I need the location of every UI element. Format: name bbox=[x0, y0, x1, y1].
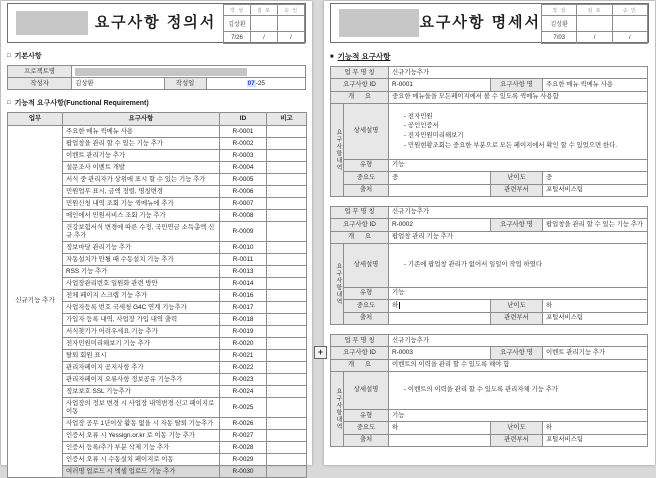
requirement-text-cell[interactable]: 사업장관리번호 일원화 관련 방안 bbox=[63, 278, 220, 290]
document-header bbox=[7, 3, 306, 43]
col-header-business[interactable]: 업무 bbox=[8, 113, 63, 126]
source-value[interactable] bbox=[389, 184, 491, 196]
remark-cell[interactable] bbox=[267, 198, 307, 210]
logo-placeholder bbox=[16, 11, 88, 35]
requirement-id-cell[interactable]: R-0028 bbox=[220, 442, 267, 454]
requirement-id-cell[interactable]: R-0016 bbox=[220, 290, 267, 302]
requirement-text-cell[interactable]: 인증서 오류 시 수동설치 페이지로 이동 bbox=[63, 454, 220, 466]
approval-review-name[interactable] bbox=[251, 16, 278, 32]
requirement-id-cell[interactable]: R-0013 bbox=[220, 266, 267, 278]
requirement-id-label[interactable]: 요구사항 ID bbox=[331, 219, 389, 231]
logo-placeholder bbox=[339, 9, 419, 37]
approval-review-date[interactable]: / bbox=[251, 32, 278, 44]
approval-write-header[interactable]: 작 성 bbox=[224, 5, 251, 16]
requirement-id-cell[interactable]: R-0001 bbox=[220, 126, 267, 138]
related-department-label[interactable]: 관련부서 bbox=[491, 184, 543, 196]
project-name-value[interactable] bbox=[72, 66, 306, 78]
remark-cell[interactable] bbox=[267, 174, 307, 186]
spec-blocks-container bbox=[324, 66, 655, 447]
requirement-text-cell[interactable]: 전체 페이지 스크랩 기능 추가 bbox=[63, 290, 220, 302]
difficulty-value[interactable]: 하 bbox=[543, 300, 648, 313]
requirement-text-cell[interactable]: 인증서 오류 시 Yessign.or.kr 로 이동 기능 추가 bbox=[63, 430, 220, 442]
remark-cell[interactable] bbox=[267, 374, 307, 386]
overview-value[interactable]: 팝업창 관리 기능 추가 bbox=[389, 231, 648, 243]
remark-cell[interactable] bbox=[267, 362, 307, 374]
detail-description-label[interactable]: 상세설명 bbox=[344, 372, 389, 410]
source-label[interactable]: 출처 bbox=[344, 434, 389, 446]
requirement-name-value[interactable]: 이벤트 관리기능 추가 bbox=[543, 347, 648, 359]
remark-cell[interactable] bbox=[267, 338, 307, 350]
detail-description-value[interactable] bbox=[389, 243, 648, 287]
source-label[interactable]: 출처 bbox=[344, 184, 389, 196]
overview-label[interactable]: 개 요 bbox=[331, 359, 389, 371]
text-caret bbox=[399, 302, 400, 309]
date-label[interactable]: 작성일 bbox=[164, 78, 206, 90]
importance-value[interactable]: 하 bbox=[389, 300, 491, 313]
remark-cell[interactable] bbox=[267, 150, 307, 162]
requirement-text-cell[interactable]: 민원업무 표시, 금액 정렬, 명칭변경 bbox=[63, 186, 220, 198]
approval-write-date[interactable]: 7/03 bbox=[542, 32, 577, 44]
requirement-text-cell[interactable]: 전자민원미리해보기 기능 추가 bbox=[63, 338, 220, 350]
remark-cell[interactable] bbox=[267, 430, 307, 442]
importance-label[interactable]: 중요도 bbox=[344, 172, 389, 184]
approval-approve-date[interactable]: / bbox=[612, 32, 647, 44]
requirement-text-cell[interactable]: 탈퇴 회원 표시 bbox=[63, 350, 220, 362]
requirement-text-cell[interactable]: RSS 기능 추가 bbox=[63, 266, 220, 278]
spec-block bbox=[330, 334, 648, 447]
requirement-text-cell[interactable]: 서식찾기가 어려우세요 기능 추가 bbox=[63, 326, 220, 338]
task-name-value[interactable]: 신규기능추가 bbox=[389, 206, 648, 218]
remark-cell[interactable] bbox=[267, 398, 307, 418]
importance-label[interactable]: 중요도 bbox=[344, 300, 389, 313]
detail-bullet-line: - 민원현황조회는 중요한 부분으로 모든 페이지에서 확인 할 수 있었으면 한다. bbox=[404, 142, 618, 150]
requirement-name-value[interactable]: 팝업창을 관리 할 수 있는 기능 추가 bbox=[543, 219, 648, 231]
remark-cell[interactable] bbox=[267, 386, 307, 398]
approval-review-header[interactable]: 검 토 bbox=[577, 5, 612, 16]
requirement-id-cell[interactable]: R-0027 bbox=[220, 430, 267, 442]
importance-value[interactable]: 하 bbox=[389, 422, 491, 434]
requirement-detail-group-label[interactable]: 요구사항내역 bbox=[331, 103, 344, 196]
related-department-label[interactable]: 관련부서 bbox=[491, 312, 543, 324]
requirement-id-cell[interactable]: R-0009 bbox=[220, 222, 267, 242]
requirement-id-cell[interactable]: R-0026 bbox=[220, 418, 267, 430]
document-title[interactable]: 요구사항 명세서 bbox=[419, 14, 542, 31]
importance-label[interactable]: 중요도 bbox=[344, 422, 389, 434]
square-bullet-icon: □ bbox=[7, 100, 11, 106]
col-header-id[interactable]: ID bbox=[220, 113, 267, 126]
remark-cell[interactable] bbox=[267, 290, 307, 302]
type-label[interactable]: 유형 bbox=[344, 410, 389, 422]
requirement-name-label[interactable]: 요구사항 명 bbox=[491, 347, 543, 359]
overview-value[interactable]: 이벤트의 이력을 관리 할 수 있도록 해야 함 bbox=[389, 359, 648, 371]
approval-write-header[interactable]: 작 성 bbox=[542, 5, 577, 16]
specification-document-page bbox=[324, 1, 655, 465]
remark-cell[interactable] bbox=[267, 126, 307, 138]
detail-bullet-line: - 이벤트의 이력을 관리 할 수 있도록 관리자체 기능 추가 bbox=[404, 386, 558, 394]
overview-label[interactable]: 개 요 bbox=[331, 231, 389, 243]
type-label[interactable]: 유형 bbox=[344, 159, 389, 171]
requirement-text-cell[interactable]: 사업자등록 번호 국세청 G4C 연계 기능추가 bbox=[63, 302, 220, 314]
approval-review-header[interactable]: 검 토 bbox=[251, 5, 278, 16]
requirement-id-cell[interactable]: R-0020 bbox=[220, 338, 267, 350]
remark-cell[interactable] bbox=[267, 466, 307, 478]
approval-writer-name[interactable]: 김상환 bbox=[224, 16, 251, 32]
requirement-id-cell[interactable]: R-0029 bbox=[220, 454, 267, 466]
remark-cell[interactable] bbox=[267, 210, 307, 222]
requirement-text-cell[interactable]: 설문조사 이벤트 개발 bbox=[63, 162, 220, 174]
writer-value[interactable]: 김상환 bbox=[72, 78, 164, 90]
task-name-value[interactable]: 신규기능추가 bbox=[389, 67, 648, 79]
remark-cell[interactable] bbox=[267, 314, 307, 326]
definition-document-page bbox=[1, 1, 312, 475]
task-name-label[interactable]: 업 무 명 칭 bbox=[331, 335, 389, 347]
remark-cell[interactable] bbox=[267, 266, 307, 278]
requirement-detail-group-label[interactable]: 요구사항내역 bbox=[331, 243, 344, 324]
approval-writer-name[interactable]: 김상환 bbox=[542, 16, 577, 32]
business-category-cell[interactable]: 신규기능 추가 bbox=[8, 126, 63, 478]
requirement-text-cell[interactable]: 사업장 공무 1년이상 활동 없을 시 자동 탈퇴 기능추가 bbox=[63, 418, 220, 430]
related-department-value[interactable]: 포털서비스팀 bbox=[543, 434, 648, 446]
requirement-id-cell[interactable]: R-0018 bbox=[220, 314, 267, 326]
remark-cell[interactable] bbox=[267, 454, 307, 466]
approval-approve-name[interactable] bbox=[612, 16, 647, 32]
requirement-id-cell[interactable]: R-0008 bbox=[220, 210, 267, 222]
requirement-text-cell[interactable]: 관리자페이지 공지사항 추가 bbox=[63, 362, 220, 374]
difficulty-value[interactable]: 중 bbox=[543, 172, 648, 184]
requirement-id-cell[interactable]: R-0004 bbox=[220, 162, 267, 174]
related-department-value[interactable]: 포털서비스팀 bbox=[543, 184, 648, 196]
remark-cell[interactable] bbox=[267, 186, 307, 198]
remark-cell[interactable] bbox=[267, 350, 307, 362]
remark-cell[interactable] bbox=[267, 418, 307, 430]
requirement-name-label[interactable]: 요구사항 명 bbox=[491, 79, 543, 91]
requirement-text-cell[interactable]: 자동설치가 안될 때 수동설치 기능 추가 bbox=[63, 254, 220, 266]
mouse-move-cursor: + bbox=[314, 346, 327, 359]
requirement-id-cell[interactable]: R-0025 bbox=[220, 398, 267, 418]
redacted-project-name bbox=[75, 68, 247, 76]
type-label[interactable]: 유형 bbox=[344, 287, 389, 299]
requirement-id-label[interactable]: 요구사항 ID bbox=[331, 79, 389, 91]
remark-cell[interactable] bbox=[267, 242, 307, 254]
type-value[interactable]: 기능 bbox=[389, 287, 648, 299]
spec-block bbox=[330, 206, 648, 325]
remark-cell[interactable] bbox=[267, 326, 307, 338]
requirement-text-cell[interactable]: 정보마당 관리기능 추가 bbox=[63, 242, 220, 254]
approval-review-date[interactable]: / bbox=[577, 32, 612, 44]
requirement-text-cell[interactable]: 관리자페이지 오류사항 정보공유 기능추가 bbox=[63, 374, 220, 386]
requirement-text-cell[interactable]: 가입자 등록 내역, 사업장 가입 내역 출력 bbox=[63, 314, 220, 326]
overview-label[interactable]: 개 요 bbox=[331, 91, 389, 103]
requirement-text-cell[interactable]: 민원신청 내역 조회 기능 퀵메뉴에 추가 bbox=[63, 198, 220, 210]
requirement-id-cell[interactable]: R-0024 bbox=[220, 386, 267, 398]
requirement-id-cell[interactable]: R-0003 bbox=[220, 150, 267, 162]
functional-requirement-table bbox=[7, 112, 307, 478]
approval-approve-header[interactable]: 승 인 bbox=[278, 5, 305, 16]
requirement-text-cell[interactable]: 팝업창을 관리 할 수 있는 기능 추가 bbox=[63, 138, 220, 150]
approval-table bbox=[223, 4, 305, 44]
requirement-text-cell[interactable]: 인증서 등록/추가 부분 삭제 기능 추가 bbox=[63, 442, 220, 454]
requirement-text-cell[interactable]: 사업장의 정보 변경 시 사업장 내역변경 신고 페이지로 이동 bbox=[63, 398, 220, 418]
requirement-id-cell[interactable]: R-0023 bbox=[220, 374, 267, 386]
task-name-label[interactable]: 업 무 명 칭 bbox=[331, 206, 389, 218]
writer-label[interactable]: 작성자 bbox=[8, 78, 72, 90]
source-value[interactable] bbox=[389, 434, 491, 446]
requirement-id-cell[interactable]: R-0005 bbox=[220, 174, 267, 186]
requirement-text-cell[interactable]: 건강보험서식 변경에 따른 수정, 국민연금 소득총액 신규 추가 bbox=[63, 222, 220, 242]
requirement-id-cell[interactable]: R-0014 bbox=[220, 278, 267, 290]
functional-section-label: 기능적 요구사항 bbox=[337, 52, 391, 61]
requirement-id-cell[interactable]: R-0021 bbox=[220, 350, 267, 362]
difficulty-label[interactable]: 난이도 bbox=[491, 172, 543, 184]
functional-section-label: 기능적 요구사항(Functional Requirement) bbox=[14, 100, 149, 107]
approval-review-name[interactable] bbox=[577, 16, 612, 32]
basic-section-heading[interactable] bbox=[7, 51, 306, 61]
document-header bbox=[330, 3, 649, 43]
source-value[interactable] bbox=[389, 312, 491, 324]
functional-section-heading[interactable] bbox=[330, 51, 649, 62]
spec-block bbox=[330, 66, 648, 197]
requirement-text-cell[interactable]: 주요한 메뉴 퀵메뉴 사용 bbox=[63, 126, 220, 138]
approval-table bbox=[541, 4, 648, 44]
square-bullet-icon: □ bbox=[7, 53, 11, 59]
task-name-value[interactable]: 신규기능추가 bbox=[389, 335, 648, 347]
difficulty-label[interactable]: 난이도 bbox=[491, 422, 543, 434]
col-header-requirement[interactable]: 요구사항 bbox=[63, 113, 220, 126]
related-department-value[interactable]: 포털서비스팀 bbox=[543, 312, 648, 324]
requirement-id-value[interactable]: R-0003 bbox=[389, 347, 491, 359]
requirement-name-label[interactable]: 요구사항 명 bbox=[491, 219, 543, 231]
requirement-id-value[interactable]: R-0002 bbox=[389, 219, 491, 231]
requirement-id-cell[interactable]: R-0007 bbox=[220, 198, 267, 210]
requirement-id-label[interactable]: 요구사항 ID bbox=[331, 347, 389, 359]
type-value[interactable]: 기능 bbox=[389, 410, 648, 422]
requirement-name-value[interactable]: 주요한 메뉴 퀵메뉴 사용 bbox=[543, 79, 648, 91]
remark-cell[interactable] bbox=[267, 302, 307, 314]
overview-value[interactable]: 중요한 메뉴들을 모든페이지에서 볼 수 있도록 퀵메뉴 사용함 bbox=[389, 91, 648, 103]
requirement-id-cell[interactable]: R-0011 bbox=[220, 254, 267, 266]
filled-square-bullet-icon: ■ bbox=[330, 53, 334, 60]
requirement-id-cell[interactable]: R-0022 bbox=[220, 362, 267, 374]
remark-cell[interactable] bbox=[267, 254, 307, 266]
date-month-highlighted: 07 bbox=[247, 79, 255, 87]
difficulty-label[interactable]: 난이도 bbox=[491, 300, 543, 313]
remark-cell[interactable] bbox=[267, 222, 307, 242]
requirement-id-cell[interactable]: R-0002 bbox=[220, 138, 267, 150]
approval-approve-name[interactable] bbox=[278, 16, 305, 32]
basic-info-table bbox=[7, 65, 306, 90]
requirement-id-cell[interactable]: R-0030 bbox=[220, 466, 267, 478]
approval-approve-date[interactable]: / bbox=[278, 32, 305, 44]
detail-description-label[interactable]: 상세설명 bbox=[344, 103, 389, 159]
project-name-label[interactable]: 프로젝트명 bbox=[8, 66, 72, 78]
requirement-id-cell[interactable]: R-0006 bbox=[220, 186, 267, 198]
detail-bullet-line: - 전자민원 bbox=[404, 112, 433, 120]
col-header-remark[interactable]: 비고 bbox=[267, 113, 307, 126]
detail-description-label[interactable]: 상세설명 bbox=[344, 243, 389, 287]
requirement-id-cell[interactable]: R-0017 bbox=[220, 302, 267, 314]
detail-bullet-line: - 전자민원미리해보기 bbox=[404, 132, 464, 140]
remark-cell[interactable] bbox=[267, 442, 307, 454]
importance-value[interactable]: 중 bbox=[389, 172, 491, 184]
remark-cell[interactable] bbox=[267, 162, 307, 174]
requirement-text-cell[interactable]: 여러명 업로드 시 엑셀 업로드 기능 추가 bbox=[63, 466, 220, 478]
requirement-id-cell[interactable]: R-0010 bbox=[220, 242, 267, 254]
approval-write-date[interactable]: 7/26 bbox=[224, 32, 251, 44]
detail-bullet-line: - 공인인증서 bbox=[404, 122, 439, 130]
detail-bullet-line: - 기존에 팝업창 관리가 없어서 일일이 작업 하였다 bbox=[404, 261, 543, 269]
remark-cell[interactable] bbox=[267, 138, 307, 150]
requirement-id-value[interactable]: R-0001 bbox=[389, 79, 491, 91]
related-department-label[interactable]: 관련부서 bbox=[491, 434, 543, 446]
remark-cell[interactable] bbox=[267, 278, 307, 290]
requirement-id-cell[interactable]: R-0019 bbox=[220, 326, 267, 338]
document-title[interactable]: 요구사항 정의서 bbox=[94, 14, 217, 31]
detail-description-value[interactable] bbox=[389, 103, 648, 159]
date-rest: -25 bbox=[255, 79, 265, 87]
requirement-text-cell[interactable]: 이벤트 관리기능 추가 bbox=[63, 150, 220, 162]
functional-section-heading[interactable] bbox=[7, 98, 306, 108]
requirement-text-cell[interactable]: 메인에서 민원서비스 조회 기능 추가 bbox=[63, 210, 220, 222]
detail-description-value[interactable] bbox=[389, 372, 648, 410]
source-label[interactable]: 출처 bbox=[344, 312, 389, 324]
date-value[interactable] bbox=[206, 78, 305, 90]
type-value[interactable]: 기능 bbox=[389, 159, 648, 171]
task-name-label[interactable]: 업 무 명 칭 bbox=[331, 67, 389, 79]
requirement-row bbox=[8, 126, 307, 138]
requirement-text-cell[interactable]: 서식 중 관리자가 상위에 표시 할 수 있는 기능 추가 bbox=[63, 174, 220, 186]
approval-approve-header[interactable]: 승 인 bbox=[612, 5, 647, 16]
basic-section-label: 기본사항 bbox=[14, 53, 42, 60]
difficulty-value[interactable]: 하 bbox=[543, 422, 648, 434]
requirement-detail-group-label[interactable]: 요구사항내역 bbox=[331, 372, 344, 447]
requirement-text-cell[interactable]: 정보보호 SSL 기능추가 bbox=[63, 386, 220, 398]
